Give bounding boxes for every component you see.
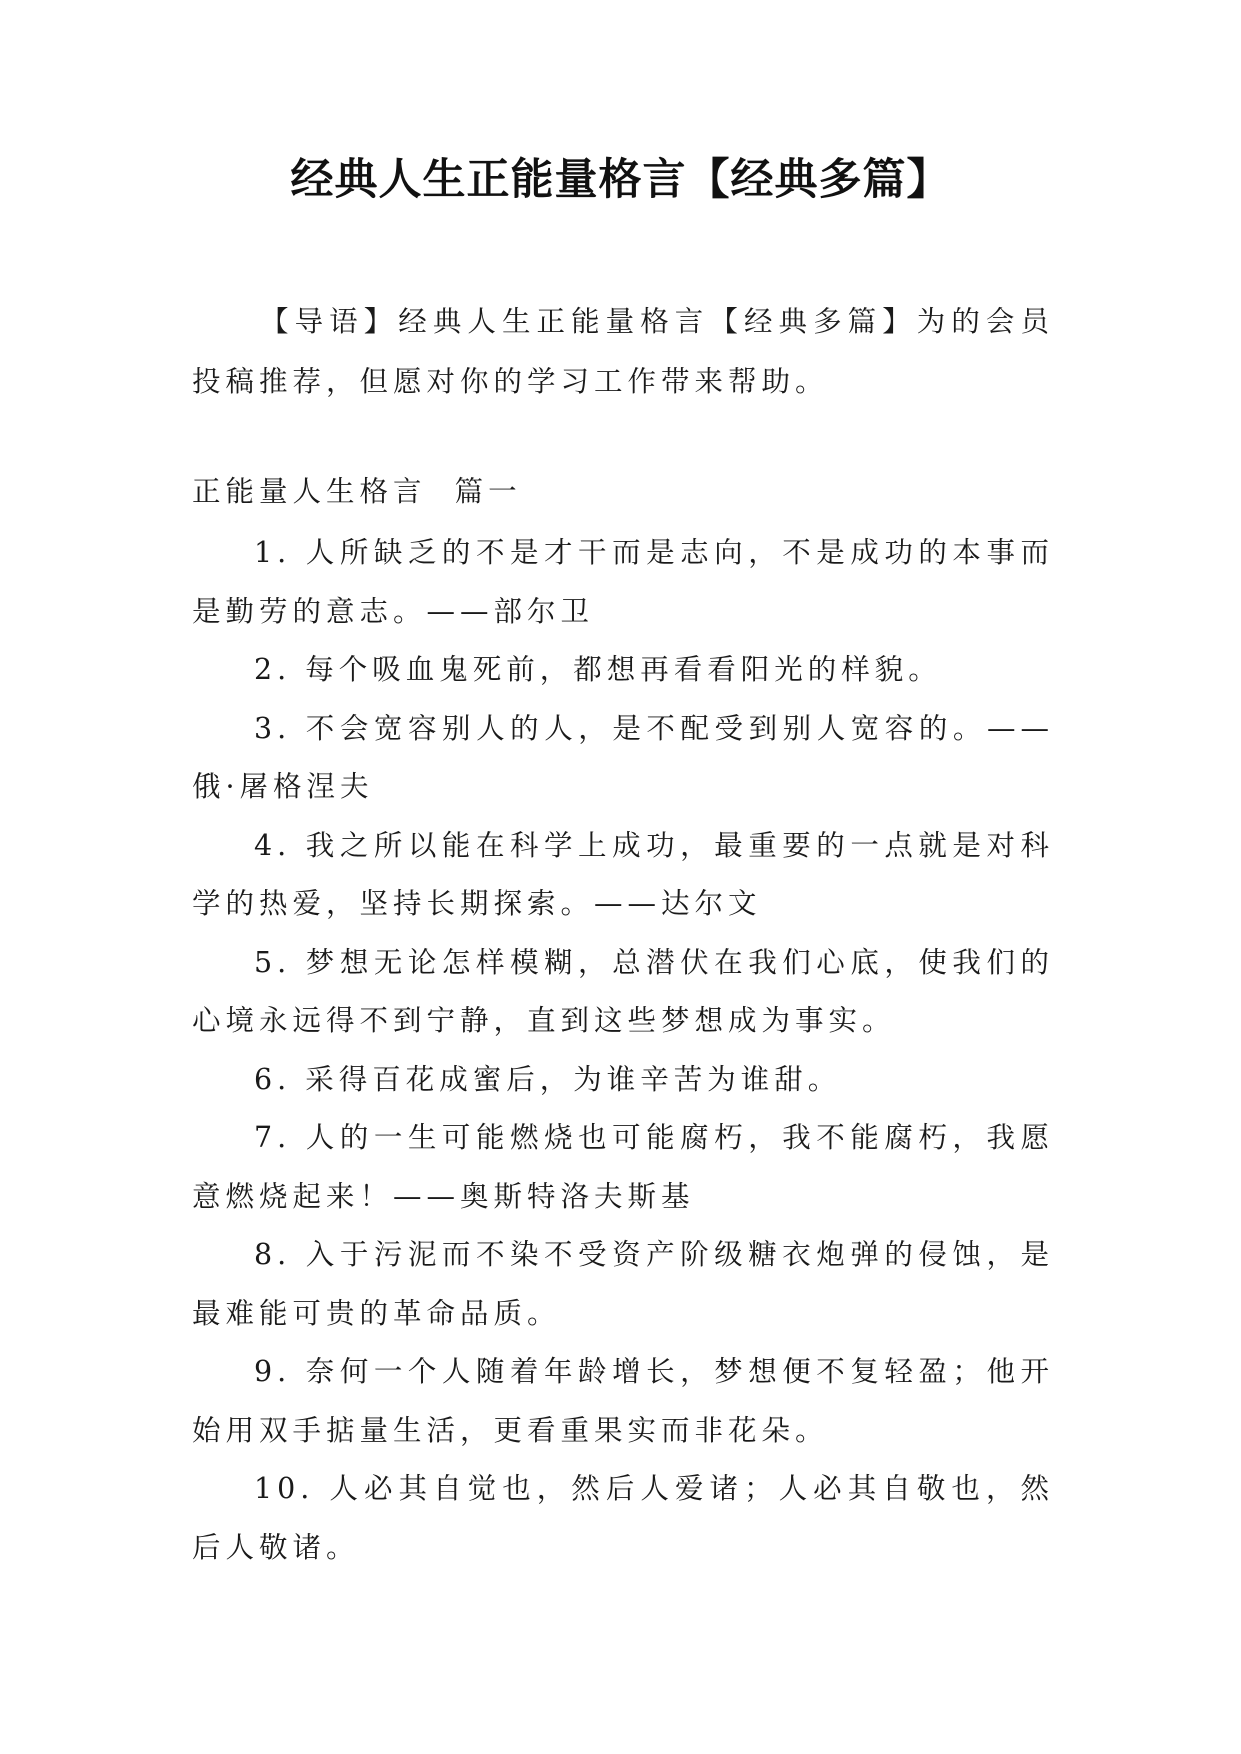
quote-item-4: 4. 我之所以能在科学上成功，最重要的一点就是对科学的热爱，坚持长期探索。——达尔文 — [192, 828, 1054, 920]
quote-item-3: 3. 不会宽容别人的人，是不配受到别人宽容的。——俄·屠格涅夫 — [192, 711, 1054, 803]
quote-item-2: 2. 每个吸血鬼死前，都想再看看阳光的样貌。 — [254, 653, 942, 686]
quote-item-6: 6. 采得百花成蜜后，为谁辛苦为谁甜。 — [254, 1062, 842, 1096]
quote-list — [192, 524, 1054, 1577]
quote-item-5: 5. 梦想无论怎样模糊，总潜伏在我们心底，使我们的心境永远得不到宁静，直到这些梦想成为事实。 — [192, 945, 1054, 1037]
quote-item-1: 1. 人所缺乏的不是才干而是志向，不是成功的本事而是勤劳的意志。——部尔卫 — [192, 536, 1054, 628]
quote-item-9: 9. 奈何一个人随着年龄增长，梦想便不复轻盈；他开始用双手掂量生活，更看重果实而非花朵。 — [192, 1355, 1054, 1447]
quote-item-10: 10. 人必其自觉也，然后人爱诸；人必其自敬也，然后人敬诸。 — [192, 1472, 1054, 1564]
section-heading: 正能量人生格言 篇一 — [192, 475, 522, 508]
quote-item-8: 8. 入于污泥而不染不受资产阶级糖衣炮弹的侵蚀，是最难能可贵的革命品质。 — [192, 1238, 1054, 1330]
document-title: 经典人生正能量格言【经典多篇】 — [290, 155, 951, 205]
intro-paragraph: 【导语】经典人生正能量格言【经典多篇】为的会员投稿推荐，但愿对你的学习工作带来帮助。 — [192, 305, 1054, 398]
quote-item-7: 7. 人的一生可能燃烧也可能腐朽，我不能腐朽，我愿意燃烧起来！——奥斯特洛夫斯基 — [192, 1121, 1054, 1213]
